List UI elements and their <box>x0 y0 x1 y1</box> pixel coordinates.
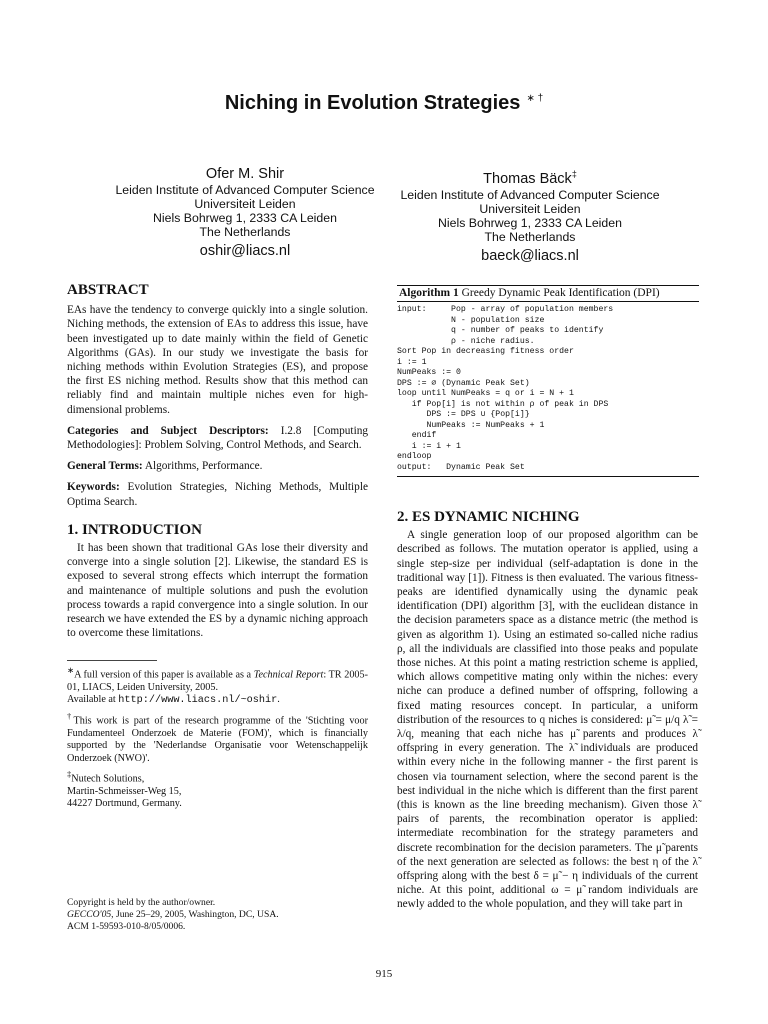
author-name: Thomas Bäck <box>483 170 572 187</box>
footnote-text: 44227 Dortmund, Germany. <box>67 797 182 809</box>
footnote-text: Martin-Schmeisser-Weg 15, <box>67 785 182 797</box>
section2-heading: 2. ES DYNAMIC NICHING <box>397 509 580 525</box>
algorithm-line: endif <box>397 431 437 440</box>
author-affiliation-line: Leiden Institute of Advanced Computer Science <box>400 187 660 202</box>
author-block-2 <box>385 165 675 266</box>
right-column <box>397 510 698 912</box>
algorithm-line: Sort Pop in decreasing fitness order <box>397 347 574 356</box>
categories-label: Categories and Subject Descriptors: <box>67 424 269 437</box>
left-column <box>67 283 368 640</box>
author-affiliation-line: Universiteit Leiden <box>479 201 581 216</box>
author-affiliation-line: The Netherlands <box>199 225 291 239</box>
footnote-text: : TR 2005-01, LIACS, Leiden University, 2005. <box>67 669 368 693</box>
algorithm-line: loop until NumPeaks = q or i = N + 1 <box>397 389 574 398</box>
title-footnote-marks: ∗ † <box>526 93 544 105</box>
abstract-text: EAs have the tendency to converge quickly into a single solution. Niching methods, the extension of EAs to address this issue, have been investigated up to date mainly within the field of Genetic Algorithms (GAs). In our study we investigate the basis for niching methods within Evolution Strategies (ES), and propose the first ES niching method. Results show that this method can reliably find and maintain multiple niches even for high-dimensional problems. <box>67 304 368 416</box>
algorithm-line: input: Pop - array of population members <box>397 305 614 314</box>
algorithm-bottom-rule <box>397 476 699 477</box>
abstract-heading: ABSTRACT <box>67 282 149 298</box>
footnote-text: A full version of this paper is available as a <box>74 669 254 681</box>
footnotes <box>67 664 368 810</box>
intro-heading: 1. INTRODUCTION <box>67 521 203 538</box>
keywords-text: Evolution Strategies, Niching Methods, Multiple Optima Search. <box>67 481 368 508</box>
algorithm-line: endloop <box>397 452 432 461</box>
author-affiliation-line: The Netherlands <box>484 229 576 244</box>
algorithm-line: DPS := DPS ∪ {Pop[i]} <box>397 410 530 419</box>
algorithm-box <box>397 285 699 477</box>
algorithm-line: if Pop[i] is not within ρ of peak in DPS <box>397 399 609 409</box>
author-affiliation-line: Universiteit Leiden <box>194 197 296 211</box>
footnote-text: Nutech Solutions, <box>71 773 145 785</box>
algorithm-body <box>397 302 699 473</box>
algorithm-line: i := i + 1 <box>397 441 461 451</box>
footnote-mark: † <box>67 711 74 722</box>
categories-text: I.2.8 [Computing Methodologies]: Problem Solving, Control Methods, and Search. <box>67 424 369 452</box>
author-affiliation-line: Niels Bohrweg 1, 2333 CA Leiden <box>153 211 337 225</box>
footnote-text: Technical Report <box>253 669 324 681</box>
algorithm-line: q - number of peaks to identify <box>397 326 604 335</box>
footnote-text: . <box>277 693 280 705</box>
copyright-block <box>67 897 368 933</box>
algorithm-caption: Greedy Dynamic Peak Identification (DPI) <box>461 287 660 299</box>
paper-title <box>0 92 768 115</box>
general-terms-label: General Terms: <box>67 460 143 473</box>
copyright-line: ACM 1-59593-010-8/05/0006. <box>67 921 186 932</box>
footnote-mark: ∗ <box>67 665 75 675</box>
author-affiliation-line: Niels Bohrweg 1, 2333 CA Leiden <box>438 215 622 230</box>
footnote-mark: ‡ <box>67 768 72 779</box>
keywords-label: Keywords: <box>67 481 120 494</box>
title-text: Niching in Evolution Strategies <box>224 92 521 114</box>
footnote-text: This work is part of the research programme of the 'Stichting voor Fundamenteel Onderzoek de Materie (FOM)', which is financially supported by the 'Nederlandse Organisatie voor Wetenschappelijk Onderzoek (NWO)'. <box>67 715 368 764</box>
copyright-line: , June 25–29, 2005, Washington, DC, USA. <box>111 909 279 920</box>
footnote-text: Available at <box>67 693 119 705</box>
general-terms-text: Algorithms, Performance. <box>144 460 263 473</box>
algorithm-line: output: Dynamic Peak Set <box>397 462 525 472</box>
author-block-1 <box>100 165 390 261</box>
algorithm-line: N - population size <box>397 315 545 325</box>
algorithm-line: NumPeaks := NumPeaks + 1 <box>397 420 545 430</box>
page-number: 915 <box>375 968 393 980</box>
footnote-rule <box>67 660 157 661</box>
intro-text: It has been shown that traditional GAs lose their diversity and converge into a single solution [2]. Likewise, the standard ES is exposed to several strong effects which interrupt the formation and maintenance of multiple solutions and push the evolution process towards a rapid convergence into a single solution. In our research we have extended the ES by a dynamic niching approach to overcome these limitations. <box>67 542 368 640</box>
author-email: baeck@liacs.nl <box>481 247 579 264</box>
author-email: oshir@liacs.nl <box>199 243 291 259</box>
copyright-line: Copyright is held by the author/owner. <box>67 897 216 908</box>
algorithm-line: ρ - niche radius. <box>397 336 535 346</box>
algorithm-line: DPS := ∅ (Dynamic Peak Set) <box>397 378 530 388</box>
algorithm-line: i := 1 <box>397 357 427 367</box>
conference-name: GECCO'05 <box>67 909 112 920</box>
algorithm-line: NumPeaks := 0 <box>397 368 461 377</box>
section2-text: A single generation loop of our proposed algorithm can be described as follows. The mutation operator is applied, using a single step-size per individual (self-adaptation is done in the traditional way [1]). Fitness is then evaluated. The various fitness-peaks are identified dynamically using the dynamic peak identification (DPI) algorithm [3], with the euclidean distance in the decision parameters space as a distance metric (the method is given as algorithm 1). Using an estimated so-called niche radius ρ, all the individuals are classified into those peaks and populate those niches. At this point a mating restriction scheme is applied, which allows competitive mating only within the niches: every niche can produce a defined number of offspring, following a fixed mating resources concept. In particular, a uniform distribution of the resources to q niches is considered: μ̃ = μ/q λ̃ = λ/q, meaning that each niche has μ̃ parents and produces λ̃ offspring in every generation. The λ̃ individuals are produced within every niche in the following manner - the first parent is chosen via tournament selection, where the second parent is the best individual in the niche which is different than the first parent (this is known as the line breeding mechanism). Given those λ̃ pairs of parents, the recombination operator is applied: intermediate recombination for the strategy parameters and discrete recombination for the decision parameters. The μ̃ parents of the next generation are selected as follows: the best η of the λ̃ offspring along with the best δ = μ̃ − η individuals of the current niche. At this point, additional ω = μ̃ random individuals are newly added to the whole population, and they will take part in <box>397 529 698 911</box>
author-footnote-mark: ‡ <box>571 169 577 179</box>
algorithm-label: Algorithm 1 <box>399 287 459 299</box>
author-affiliation-line: Leiden Institute of Advanced Computer Science <box>115 183 375 197</box>
footnote-url-link[interactable]: http://www.liacs.nl/~oshir <box>118 694 278 706</box>
author-name: Ofer M. Shir <box>205 166 285 182</box>
